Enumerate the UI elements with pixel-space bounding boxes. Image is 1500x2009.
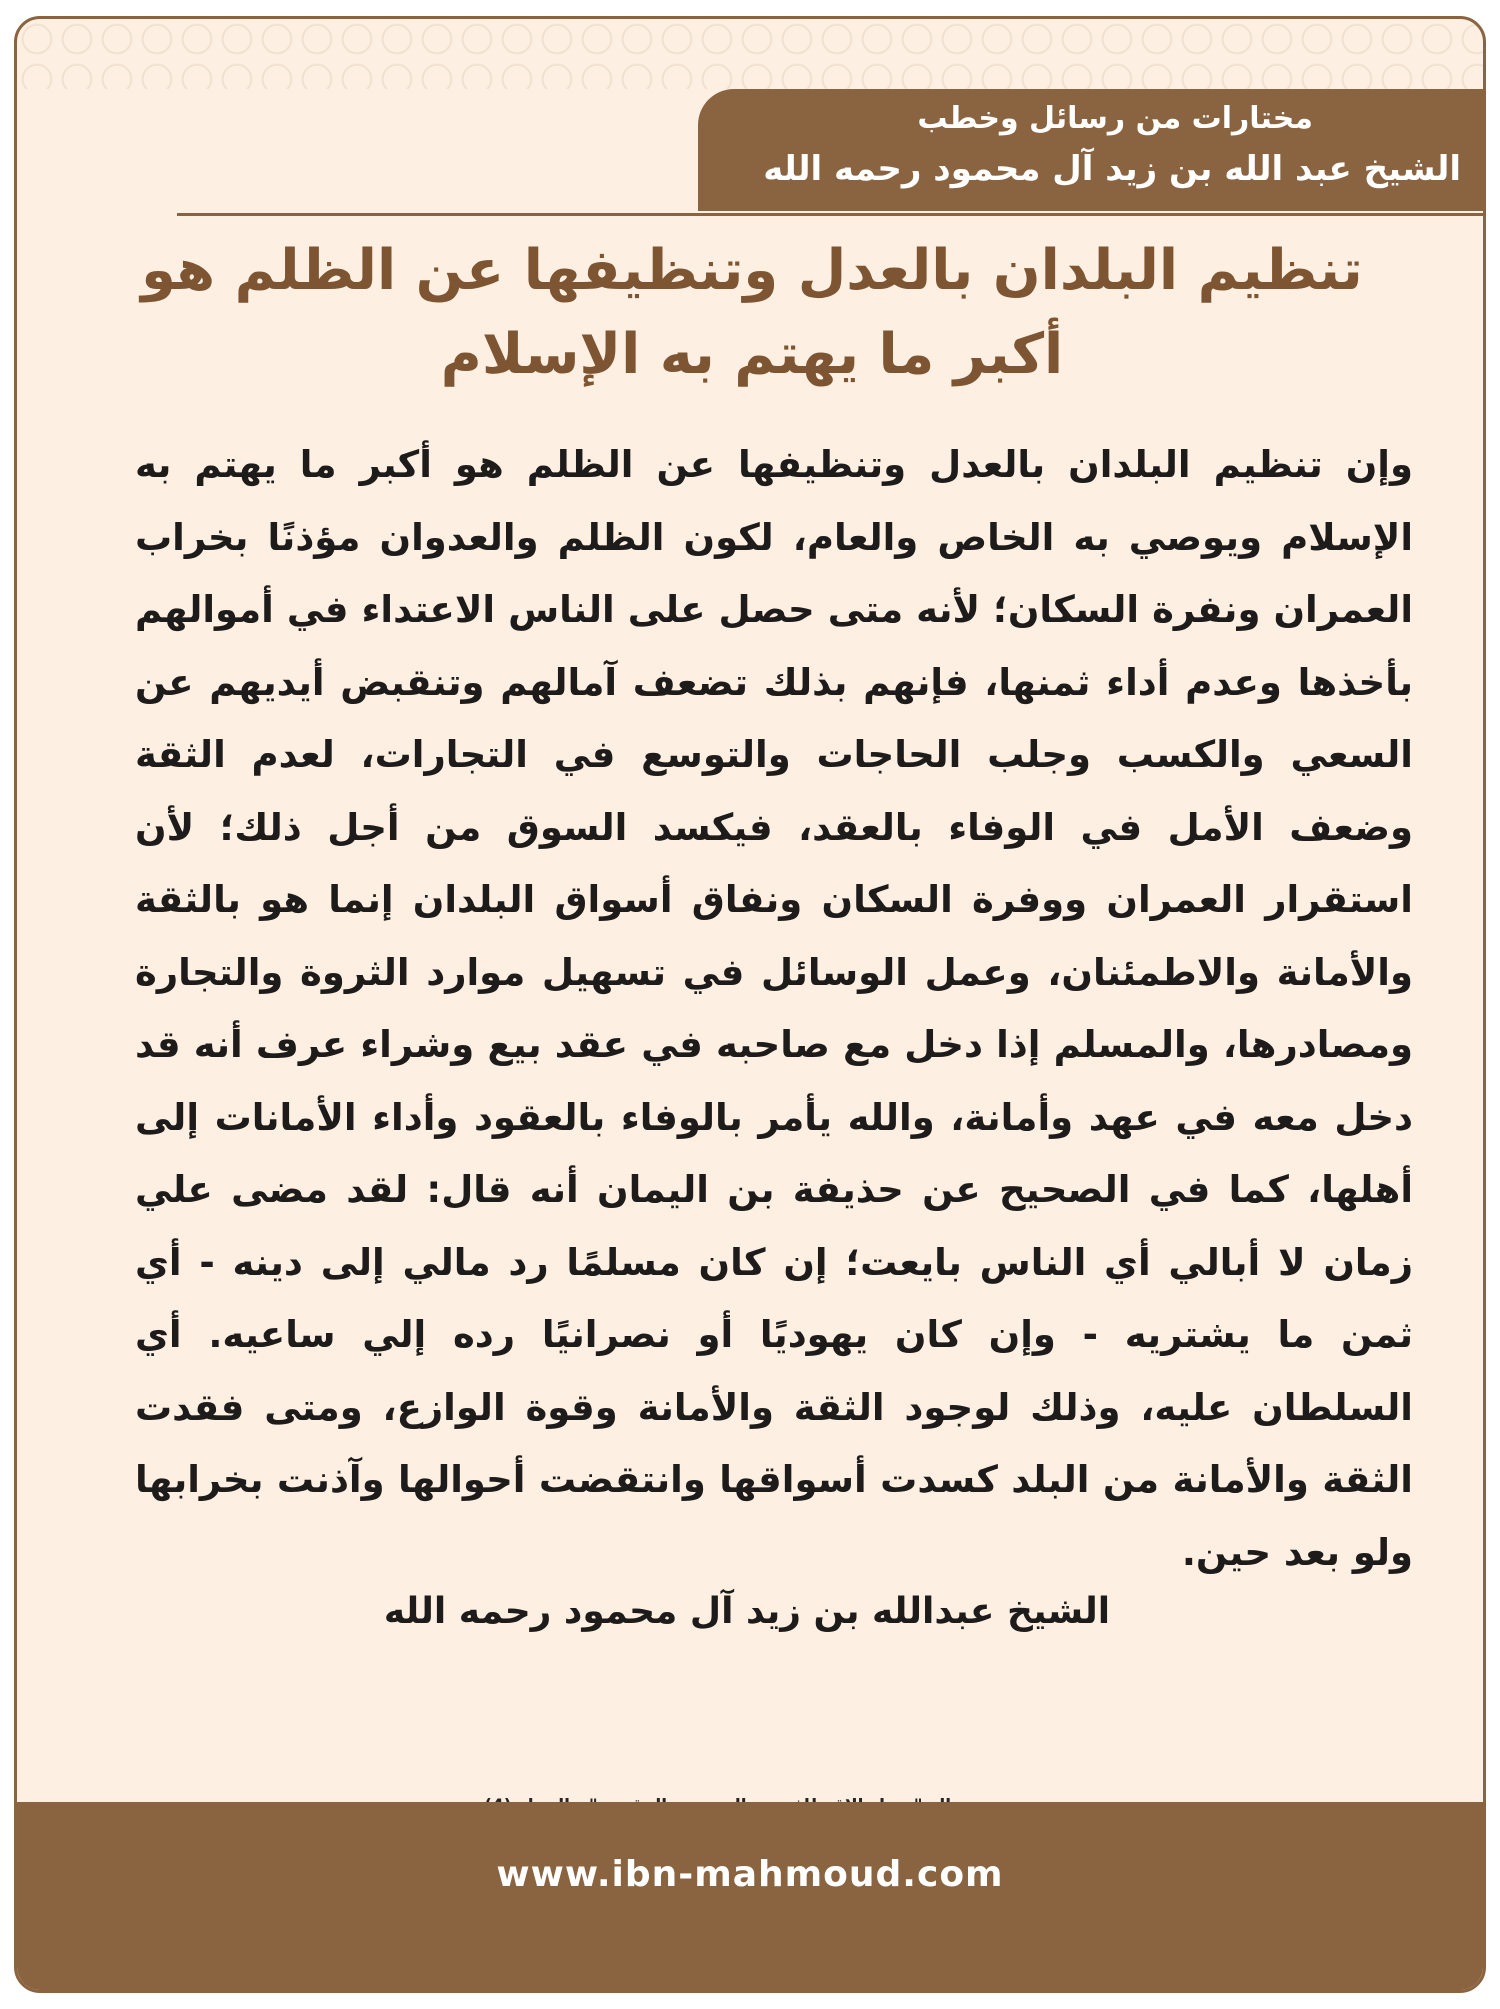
article-card [14, 16, 1486, 1993]
website-link[interactable]: www.ibn-mahmoud.com [496, 1854, 1004, 1895]
article-title [77, 229, 1427, 397]
article-body: وإن تنظيم البلدان بالعدل وتنظيفها عن الظلم هو أكبر ما يهتم به الإسلام ويوصي به الخاص والعام، لكون الظلم والعدوان مؤذنًا بخراب العمران ونفرة السكان؛ لأنه متى حصل على الناس الاعتداء في أموالهم بأخذها وعدم أداء ثمنها، فإنهم بذلك تضعف آمالهم وتنقبض أيديهم عن السعي والكسب وجلب الحاجات والتوسع في التجارات، لعدم الثقة وضعف الأمل في الوفاء بالعقد، فيكسد السوق من أجل ذلك؛ لأن استقرار العمران ووفرة السكان ونفاق أسواق البلدان إنما هو بالثقة والأمانة والاطمئنان، وعمل الوسائل في تسهيل موارد الثروة والتجارة ومصادرها، والمسلم إذا دخل مع صاحبه في عقد بيع وشراء عرف أنه قد دخل معه في عهد وأمانة، والله يأمر بالوفاء بالعقود وأداء الأمانات إلى أهلها، كما في الصحيح عن حذيفة بن اليمان أنه قال: لقد مضى علي زمان لا أبالي أي الناس بايعت؛ إن كان مسلمًا رد مالي إلى دينه - أي ثمن ما يشتريه - وإن كان يهوديًا أو نصرانيًا رده إلي ساعيه. أي السلطان عليه، وذلك لوجود الثقة والأمانة وقوة الوازع، ومتى فقدت الثقة والأمانة من البلد كسدت أسواقها وانتقضت أحوالها وآذنت بخرابها ولو بعد حين. [135, 443, 1413, 1574]
title-line-1: تنظيم البلدان بالعدل وتنظيفها عن الظلم هو [141, 238, 1363, 303]
header-divider [177, 213, 1485, 216]
title-line-2: أكبر ما يهتم به الإسلام [440, 322, 1064, 387]
header-banner [698, 89, 1483, 211]
decorative-pattern [17, 19, 1483, 89]
author-signature: الشيخ عبدالله بن زيد آل محمود رحمه الله [383, 1591, 1111, 1632]
footer-banner [17, 1802, 1483, 1990]
header-series-title: مختارات من رسائل وخطب [917, 101, 1313, 136]
header-author: الشيخ عبد الله بن زيد آل محمود رحمه الله [763, 149, 1461, 189]
